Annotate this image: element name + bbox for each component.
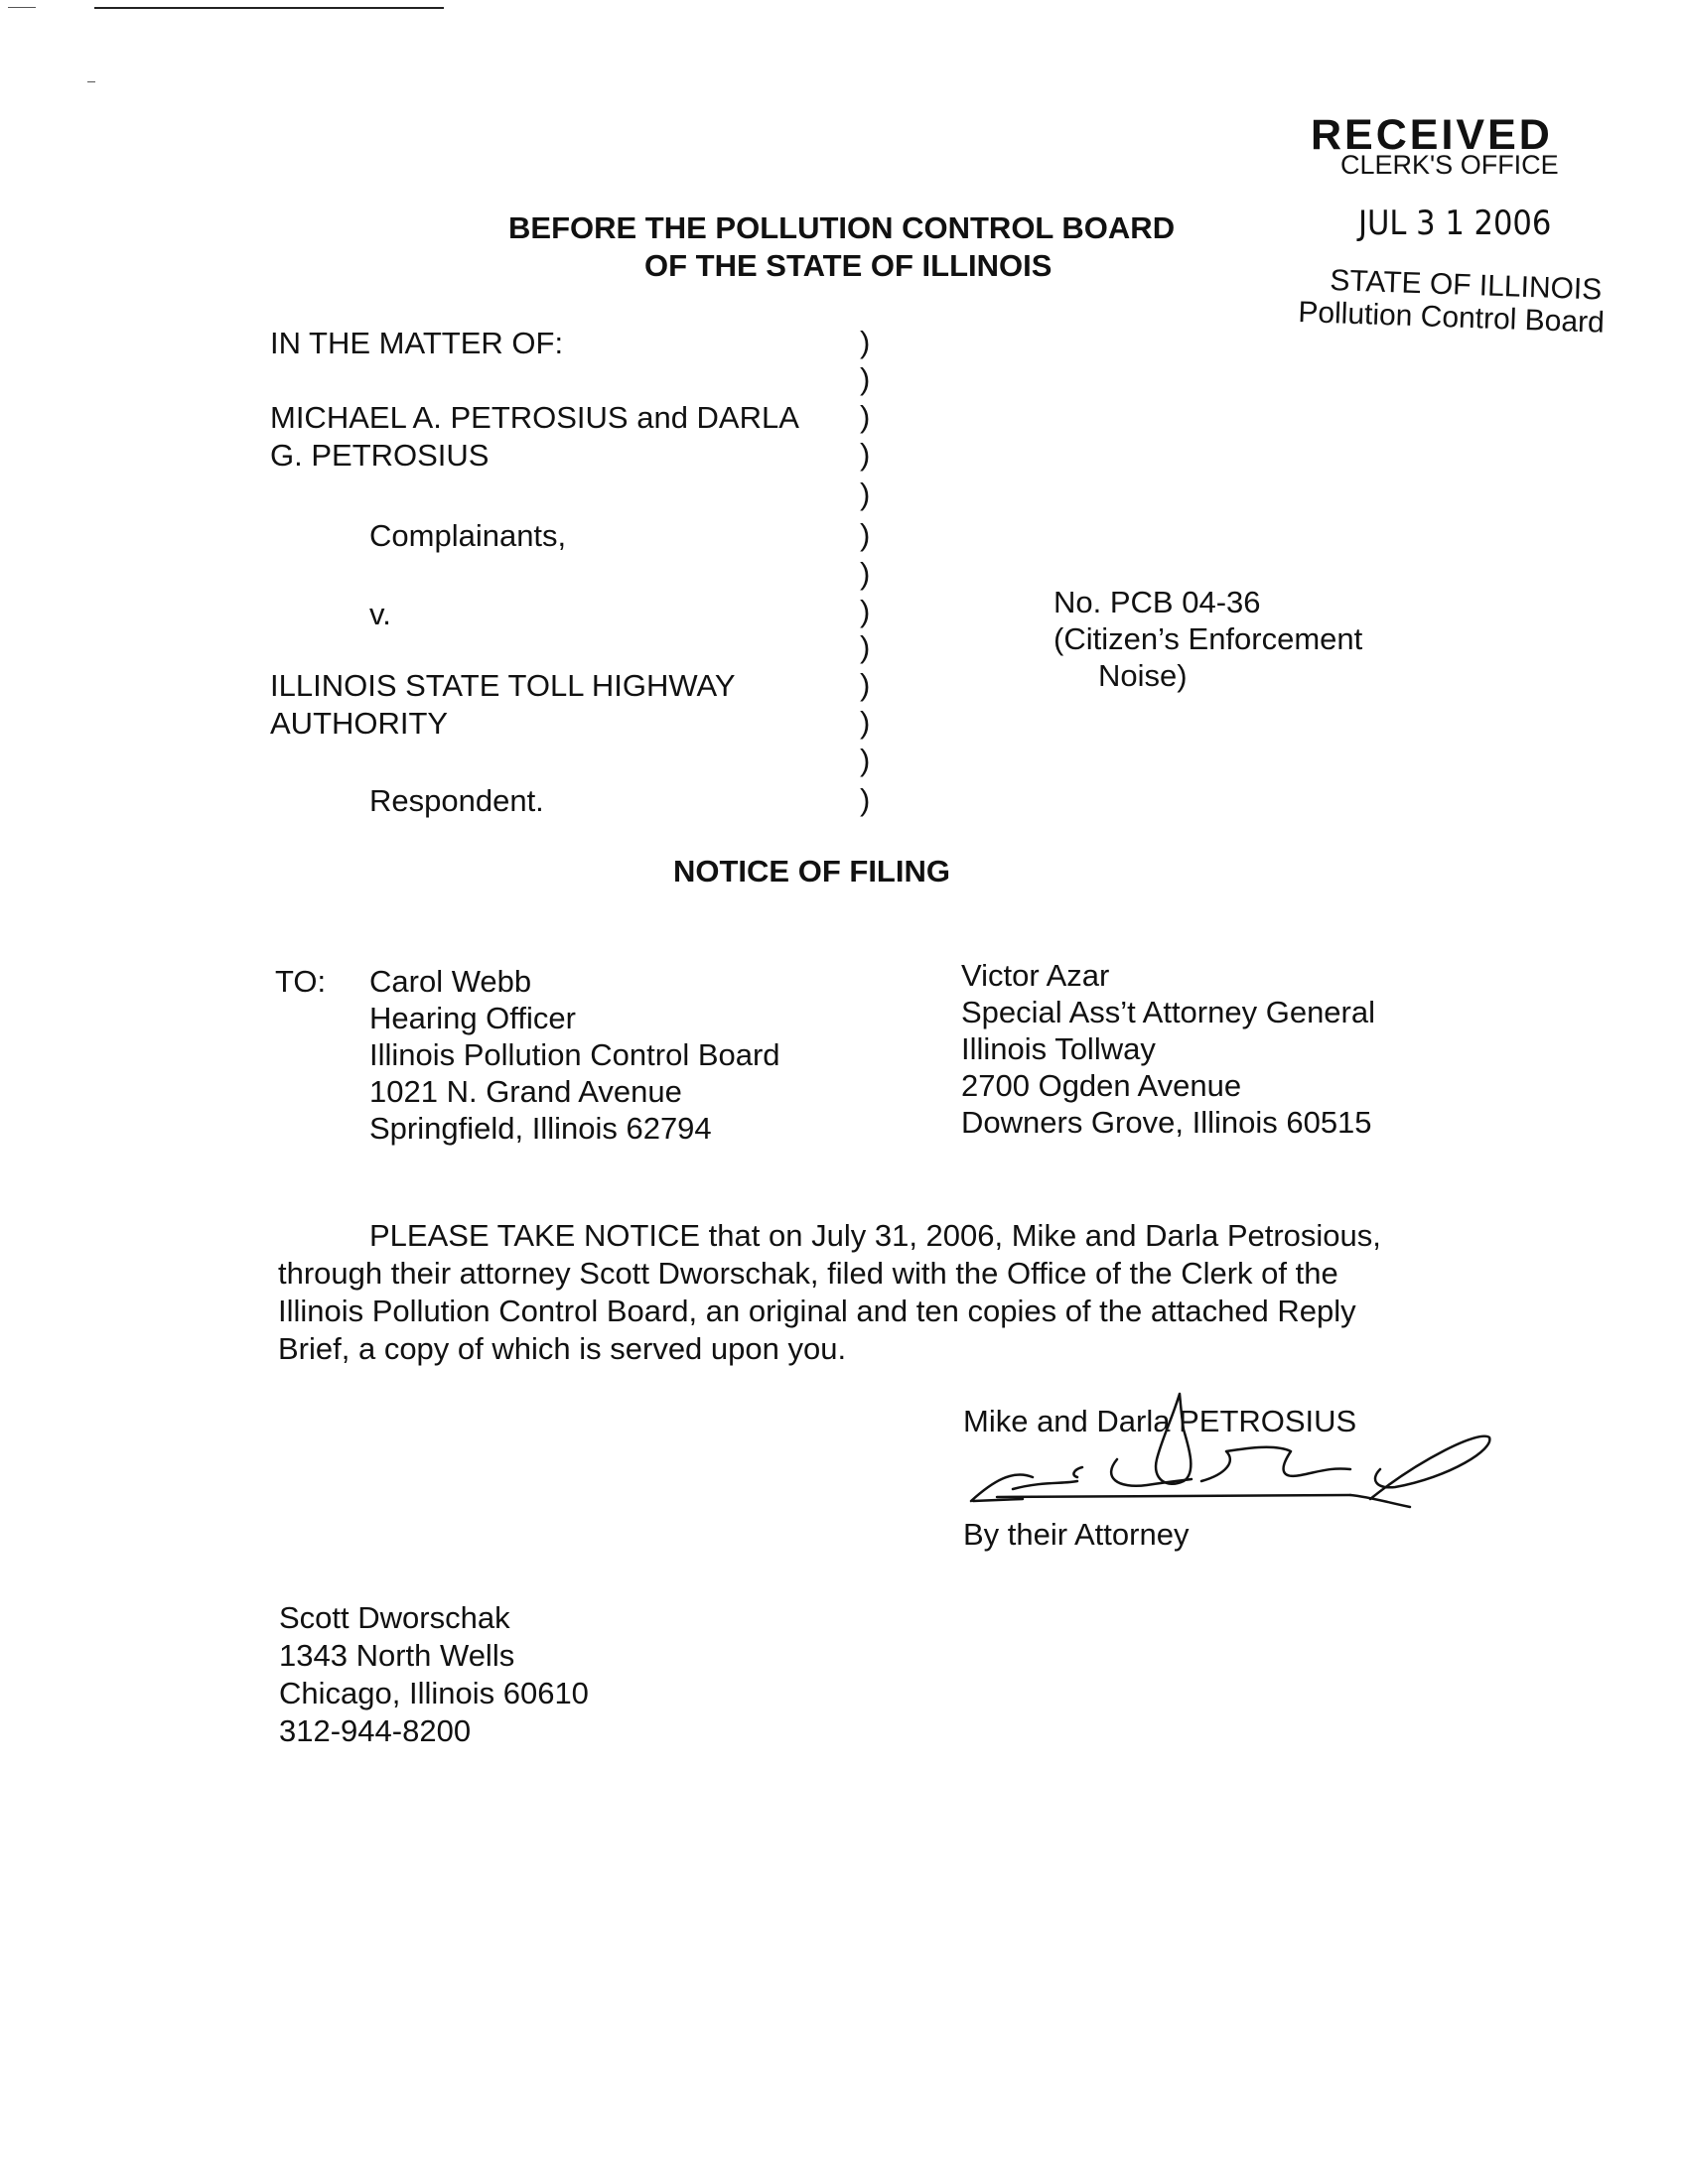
attorney-line: Scott Dworschak (279, 1600, 510, 1635)
caption-paren: ) (860, 556, 871, 591)
signature-stroke (997, 1495, 1350, 1497)
in-the-matter: IN THE MATTER OF: (270, 326, 564, 360)
case-type-line1: (Citizen’s Enforcement (1053, 621, 1363, 656)
caption-paren: ) (860, 782, 871, 817)
stamp-date: JUL 3 1 2006 (1358, 204, 1552, 243)
caption-paren: ) (860, 477, 871, 511)
caption-paren: ) (860, 629, 871, 664)
address-line: Special Ass’t Attorney General (961, 995, 1376, 1029)
signature-party: Mike and Darla PETROSIUS (963, 1404, 1357, 1438)
stamp-clerks-office: CLERK'S OFFICE (1340, 150, 1559, 180)
attorney-line: Chicago, Illinois 60610 (279, 1676, 589, 1710)
body-line: PLEASE TAKE NOTICE that on July 31, 2006, Mike and Darla Petrosious, (369, 1218, 1381, 1253)
scan-artifact-dash (8, 7, 36, 8)
complainants-label: Complainants, (369, 518, 567, 553)
address-line: Hearing Officer (369, 1001, 576, 1035)
address-line: Springfield, Illinois 62794 (369, 1111, 712, 1146)
page-title-line1: BEFORE THE POLLUTION CONTROL BOARD (508, 210, 1176, 245)
scan-artifact-mark (87, 81, 95, 82)
attorney-line: 1343 North Wells (279, 1638, 515, 1673)
body-line: through their attorney Scott Dworschak, filed with the Office of the Clerk of the (278, 1256, 1338, 1291)
caption-paren: ) (860, 325, 871, 359)
signature-stroke (1201, 1447, 1350, 1481)
caption-paren: ) (860, 667, 871, 702)
respondent-name-line1: ILLINOIS STATE TOLL HIGHWAY (270, 668, 736, 703)
caption-paren: ) (860, 517, 871, 552)
caption-paren: ) (860, 705, 871, 740)
caption-paren: ) (860, 361, 871, 396)
complainant-name-line2: G. PETROSIUS (270, 438, 490, 473)
caption-paren: ) (860, 437, 871, 472)
address-line: Carol Webb (369, 964, 532, 999)
respondent-name-line2: AUTHORITY (270, 706, 449, 741)
signature-stroke (1073, 1467, 1082, 1477)
signature-stroke (1156, 1394, 1191, 1484)
stamp-board: Pollution Control Board (1297, 296, 1606, 340)
case-number: No. PCB 04-36 (1053, 585, 1261, 619)
body-line: Illinois Pollution Control Board, an original and ten copies of the attached Reply (278, 1294, 1356, 1328)
versus: v. (369, 597, 391, 631)
respondent-label: Respondent. (369, 783, 544, 818)
address-line: Illinois Tollway (961, 1031, 1156, 1066)
case-type-line2: Noise) (1098, 658, 1188, 693)
signature-by-line: By their Attorney (963, 1517, 1190, 1552)
caption-paren: ) (860, 399, 871, 434)
stamp-state: STATE OF ILLINOIS (1329, 264, 1603, 307)
page-title-line2: OF THE STATE OF ILLINOIS (644, 248, 1052, 283)
scan-artifact-rule (94, 7, 444, 9)
signature-stroke (1370, 1436, 1489, 1499)
address-line: 2700 Ogden Avenue (961, 1068, 1242, 1103)
caption-paren: ) (860, 743, 871, 777)
to-label: TO: (275, 964, 327, 999)
caption-paren: ) (860, 594, 871, 628)
address-line: Downers Grove, Illinois 60515 (961, 1105, 1372, 1140)
attorney-line: 312-944-8200 (279, 1713, 472, 1748)
body-line: Brief, a copy of which is served upon you. (278, 1331, 847, 1366)
stamp-received: RECEIVED (1311, 111, 1553, 159)
notice-body (278, 1217, 1499, 1368)
address-line: Victor Azar (961, 958, 1110, 993)
complainant-name-line1: MICHAEL A. PETROSIUS and DARLA (270, 400, 799, 435)
signature-stroke (1111, 1459, 1192, 1486)
address-line: Illinois Pollution Control Board (369, 1037, 780, 1072)
notice-title: NOTICE OF FILING (673, 854, 950, 888)
address-line: 1021 N. Grand Avenue (369, 1074, 682, 1109)
signature-stroke (1350, 1495, 1410, 1507)
